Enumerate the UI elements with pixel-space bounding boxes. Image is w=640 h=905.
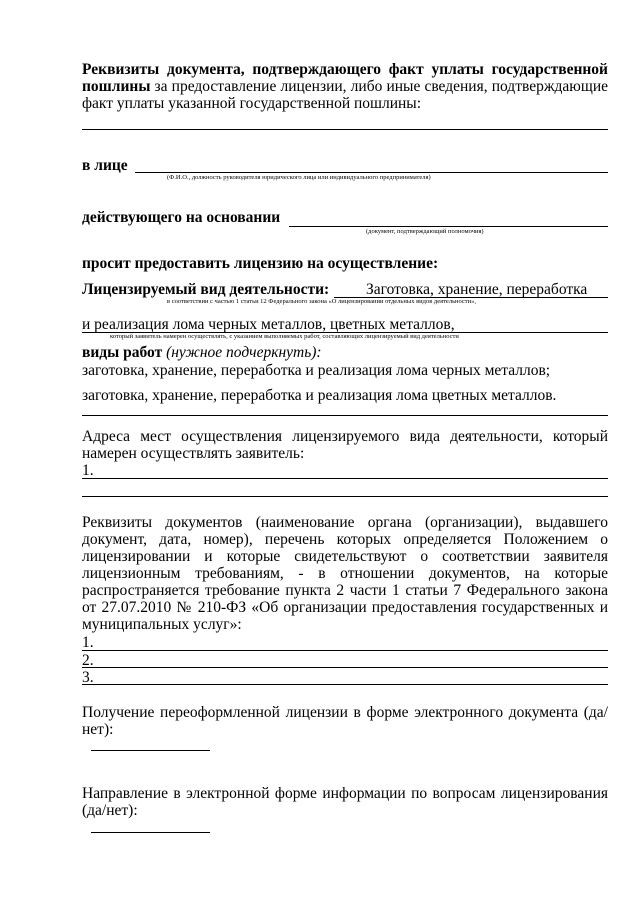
- works-label: виды работ: [82, 344, 163, 361]
- payment-requisites-rest: за предоставление лицензии, либо иные сведения, подтверждающие факт уплаты указанной государственной пошлины:: [82, 78, 608, 112]
- payment-requisites-bold: Реквизиты документа, подтверждающего факт уплаты государственной пошлины: [82, 61, 608, 95]
- docs-item-2: 2.: [82, 652, 94, 669]
- payment-input-line[interactable]: [82, 129, 608, 130]
- docs-requisites-text: Реквизиты документов (наименование органа (организации), выдавшего документ, дата, номер), перечень которых определяется Положением о лицензировании и которые свидетельствуют о соответствии заявителя лицензионным требованиям, - в отношении документов, на которые распространяется требование пункта 2 части 1 статьи 7 Федерального закона от 27.07.2010 № 210-ФЗ «Об организации предоставления государственных и муниципальных услуг»:: [82, 514, 608, 633]
- docs-item-3: 3.: [82, 669, 94, 686]
- works-item-2[interactable]: заготовка, хранение, переработка и реализация лома цветных металлов.: [82, 387, 557, 404]
- works-heading: [82, 344, 322, 361]
- electronic-info-text: Направление в электронной форме информации по вопросам лицензирования (да/нет):: [82, 785, 608, 819]
- face-input-line[interactable]: [135, 172, 608, 173]
- works-hint: (нужное подчеркнуть):: [166, 344, 322, 361]
- addresses-text: Адреса мест осуществления лицензируемого вида деятельности, который намерен осуществлять заявитель:: [82, 428, 608, 462]
- request-label: просит предоставить лицензию на осуществление:: [82, 255, 439, 272]
- address-line-1[interactable]: [82, 478, 608, 479]
- activity-caption2: который заявитель намерен осуществлять, с указанием выполняемых работ, составляющих лицензируемый вид деятельности: [110, 333, 459, 340]
- works-separator: [82, 415, 608, 416]
- basis-label: действующего на основании: [82, 209, 281, 226]
- electronic-info-answer-line[interactable]: [91, 832, 210, 833]
- address-line-2[interactable]: [82, 496, 608, 497]
- basis-input-line[interactable]: [289, 226, 608, 227]
- activity-value-line2: и реализация лома черных металлов, цветных металлов,: [82, 316, 455, 333]
- electronic-license-answer-line[interactable]: [91, 750, 210, 751]
- address-item-1: 1.: [82, 462, 94, 479]
- face-label: в лице: [82, 157, 128, 174]
- payment-requisites: [82, 61, 608, 112]
- activity-label: Лицензируемый вид деятельности:: [82, 281, 330, 298]
- electronic-license-text: Получение переоформленной лицензии в форме электронного документа (да/нет):: [82, 704, 608, 738]
- docs-line-3[interactable]: [82, 684, 608, 685]
- activity-caption1: в соответствии с частью 1 статьи 12 Федерального закона «О лицензировании отдельных видов деятельности»,: [167, 298, 476, 305]
- docs-line-2[interactable]: [82, 667, 608, 668]
- basis-caption: (документ, подтверждающий полномочия): [366, 228, 484, 235]
- docs-line-1[interactable]: [82, 650, 608, 651]
- activity-value-line1: Заготовка, хранение, переработка: [366, 281, 588, 298]
- works-item-1[interactable]: заготовка, хранение, переработка и реализация лома черных металлов;: [82, 362, 551, 379]
- face-caption: (Ф.И.О., должность руководителя юридического лица или индивидуального предпринимателя): [167, 174, 431, 181]
- docs-item-1: 1.: [82, 634, 94, 651]
